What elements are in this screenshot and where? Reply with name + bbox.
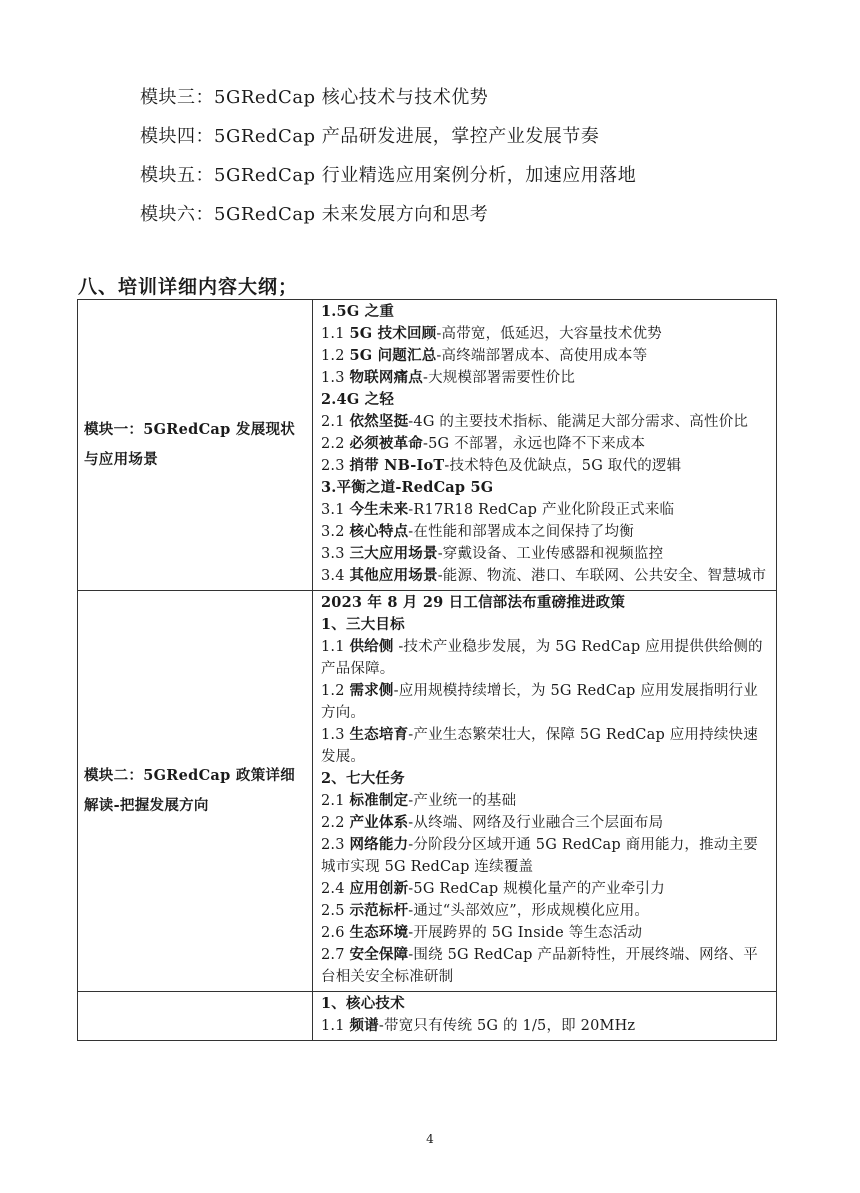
item-keyword: 核心特点 <box>349 523 409 540</box>
outline-heading: 1、三大目标 <box>321 616 405 633</box>
item-description: -通过“头部效应”，形成规模化应用。 <box>408 903 650 919</box>
item-number: 2.3 <box>321 458 350 474</box>
item-description: -大规模部署需要性价比 <box>422 370 576 386</box>
item-number: 3.3 <box>321 546 350 562</box>
item-description: -从终端、网络及行业融合三个层面布局 <box>408 815 664 831</box>
item-keyword: 其他应用场景 <box>349 567 438 584</box>
content-cell <box>313 992 777 1041</box>
item-description: -带宽只有传统 5G 的 1/5，即 20MHz <box>378 1018 636 1034</box>
content-cell <box>313 591 777 992</box>
item-keyword: 应用创新 <box>349 880 409 897</box>
item-keyword: 今生未来 <box>349 501 409 518</box>
outline-item <box>321 543 770 565</box>
outline-item <box>321 565 770 587</box>
module-line: 模块三：5GRedCap 核心技术与技术优势 <box>140 87 489 108</box>
outline-item <box>321 790 770 812</box>
outline-item <box>321 455 770 477</box>
item-number: 2.4 <box>321 881 350 897</box>
module-title: 模块一：5GRedCap 发展现状与应用场景 <box>84 421 296 468</box>
outline-heading: 2.4G 之轻 <box>321 391 395 408</box>
item-description: -4G 的主要技术指标、能满足大部分需求、高性价比 <box>408 414 749 430</box>
module-cell <box>78 300 313 591</box>
module-cell <box>78 992 313 1041</box>
module-line: 模块五：5GRedCap 行业精选应用案例分析，加速应用落地 <box>140 165 637 186</box>
outline-item <box>321 944 770 988</box>
outline-item <box>321 521 770 543</box>
item-number: 2.2 <box>321 815 350 831</box>
item-keyword: 供给侧 <box>349 638 394 655</box>
item-keyword: 必须被革命 <box>349 435 423 452</box>
outline-table <box>77 299 777 1041</box>
item-description: -产业生态繁荣壮大，保障 5G RedCap 应用持续快速发展。 <box>321 727 758 765</box>
item-description: -应用规模持续增长，为 5G RedCap 应用发展指明行业方向。 <box>321 683 758 721</box>
item-number: 1.1 <box>321 326 350 342</box>
item-description: -5G 不部署，永远也降不下来成本 <box>422 436 646 452</box>
item-keyword: 捎带 NB-IoT <box>349 457 445 474</box>
item-number: 2.6 <box>321 925 350 941</box>
outline-item <box>321 922 770 944</box>
outline-item <box>321 636 770 680</box>
outline-heading: 3.平衡之道-RedCap 5G <box>321 479 494 496</box>
item-keyword: 三大应用场景 <box>349 545 438 562</box>
item-number: 1.3 <box>321 727 350 743</box>
item-number: 2.1 <box>321 414 350 430</box>
module-list <box>140 88 636 244</box>
item-number: 1.1 <box>321 639 350 655</box>
item-description: -围绕 5G RedCap 产品新特性，开展终端、网络、平台相关安全标准研制 <box>321 947 758 985</box>
item-keyword: 5G 问题汇总 <box>349 347 437 364</box>
item-description: -5G RedCap 规模化量产的产业牵引力 <box>408 881 665 897</box>
item-keyword: 标准制定 <box>349 792 409 809</box>
outline-lines <box>321 301 770 587</box>
module-title: 模块二：5GRedCap 政策详细解读-把握发展方向 <box>84 767 296 814</box>
module-line: 模块四：5GRedCap 产品研发进展，掌控产业发展节奏 <box>140 126 600 147</box>
outline-item <box>321 345 770 367</box>
item-keyword: 需求侧 <box>349 682 394 699</box>
outline-heading: 1、核心技术 <box>321 995 405 1012</box>
outline-heading: 2、七大任务 <box>321 770 405 787</box>
item-number: 2.2 <box>321 436 350 452</box>
outline-item <box>321 900 770 922</box>
outline-heading: 2023 年 8 月 29 日工信部法布重磅推进政策 <box>321 594 626 611</box>
item-keyword: 生态环境 <box>349 924 409 941</box>
outline-item <box>321 1015 770 1037</box>
outline-heading: 1.5G 之重 <box>321 303 395 320</box>
item-description: -能源、物流、港口、车联网、公共安全、智慧城市 <box>437 568 767 584</box>
outline-lines <box>321 993 770 1037</box>
item-number: 1.3 <box>321 370 350 386</box>
outline-item <box>321 323 770 345</box>
item-keyword: 频谱 <box>349 1017 379 1034</box>
module-cell <box>78 591 313 992</box>
item-keyword: 物联网痛点 <box>349 369 423 386</box>
item-number: 3.4 <box>321 568 350 584</box>
item-keyword: 示范标杆 <box>349 902 409 919</box>
outline-item <box>321 724 770 768</box>
item-number: 3.1 <box>321 502 350 518</box>
outline-lines <box>321 592 770 988</box>
item-description: -技术特色及优缺点，5G 取代的逻辑 <box>444 458 682 474</box>
item-number: 2.7 <box>321 947 350 963</box>
item-number: 2.1 <box>321 793 350 809</box>
item-keyword: 产业体系 <box>349 814 409 831</box>
item-description: -分阶段分区域开通 5G RedCap 商用能力，推动主要城市实现 5G RedCap 连续覆盖 <box>321 837 758 875</box>
item-number: 1.2 <box>321 683 350 699</box>
item-keyword: 依然坚挺 <box>349 413 409 430</box>
outline-item <box>321 499 770 521</box>
section-heading: 八、培训详细内容大纲； <box>78 276 299 298</box>
item-number: 2.3 <box>321 837 350 853</box>
item-keyword: 网络能力 <box>349 836 409 853</box>
table-row <box>78 992 777 1041</box>
item-description: -R17R18 RedCap 产业化阶段正式来临 <box>408 502 675 518</box>
item-description: -开展跨界的 5G Inside 等生态活动 <box>408 925 643 941</box>
item-description: -高终端部署成本、高使用成本等 <box>436 348 648 364</box>
table-row <box>78 300 777 591</box>
page-number: 4 <box>426 1132 434 1146</box>
item-keyword: 生态培育 <box>349 726 409 743</box>
item-description: -穿戴设备、工业传感器和视频监控 <box>437 546 664 562</box>
module-line: 模块六：5GRedCap 未来发展方向和思考 <box>140 204 489 225</box>
outline-item <box>321 411 770 433</box>
outline-item <box>321 433 770 455</box>
item-number: 1.1 <box>321 1018 350 1034</box>
outline-item <box>321 367 770 389</box>
item-keyword: 安全保障 <box>349 946 409 963</box>
item-number: 2.5 <box>321 903 350 919</box>
item-keyword: 5G 技术回顾 <box>349 325 437 342</box>
outline-item <box>321 834 770 878</box>
outline-item <box>321 680 770 724</box>
item-description: -在性能和部署成本之间保持了均衡 <box>408 524 634 540</box>
table-row <box>78 591 777 992</box>
content-cell <box>313 300 777 591</box>
outline-item <box>321 878 770 900</box>
item-description: -产业统一的基础 <box>408 793 517 809</box>
item-description: -技术产业稳步发展，为 5G RedCap 应用提供供给侧的产品保障。 <box>321 639 763 677</box>
outline-item <box>321 812 770 834</box>
item-number: 3.2 <box>321 524 350 540</box>
item-number: 1.2 <box>321 348 350 364</box>
item-description: -高带宽，低延迟，大容量技术优势 <box>436 326 663 342</box>
